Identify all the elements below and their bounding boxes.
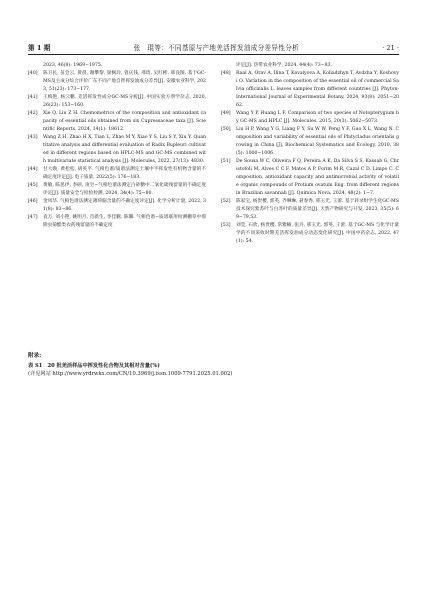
reference-number: [41] <box>28 95 38 100</box>
reference-item <box>221 70 399 110</box>
reference-text: Raal A, Orav A, Ilina T, Kovalyova A, Koliadzhyn T, Avdzha Y, Koshovyi O. Variation in the composition of the essential oil of commercial Salvia officinalis L. leaves samples from different countries [J]. Phyton-International Journal of Experimental Botany, 2024, 93(8): 2051−2062. <box>236 71 399 108</box>
issue-label: 第 1 期 <box>28 44 51 53</box>
reference-item <box>28 110 206 134</box>
reference-number: [43] <box>28 135 38 140</box>
reference-item <box>221 62 399 70</box>
reference-text: 王梅艳, 杨云鹏. 羌活挥发性成分GC-MS分析[J]. 中国实验方剂学杂志, 2020, 26(23): 153−160. <box>43 95 206 108</box>
reference-number: [44] <box>28 167 38 172</box>
page-number: · 21 · <box>382 44 399 53</box>
reference-text: 金凤华. 气相色谱法测定薄荷脑含量的不确定度评定[J]. 化学分析计量, 2022, 31(8): 83−86. <box>43 199 206 212</box>
reference-number: [50] <box>221 127 231 132</box>
references-left-column <box>28 62 206 246</box>
appendix-heading: 附录: <box>28 353 42 359</box>
reference-number: [47] <box>28 215 38 220</box>
reference-text: 陈家宝, 杨贵樱, 郭英, 齐琳琳, 聂春秀, 邢玉光, 王蕾. 基于转录组学生化GC-MS技术探究紫苏叶与白苏叶的质量差异[J]. 天然产物研究与开发, 2023, 35(5): 69−79,53. <box>236 199 399 220</box>
references-right-column <box>221 62 399 246</box>
reference-text: Wang Y P, Huang L F. Comparison of two species of Notopterygium by GC-MS and HPLC [J]. Molecules, 2015, 20(3): 5062−5073. <box>236 111 399 124</box>
appendix-section <box>28 352 399 379</box>
reference-item <box>221 198 399 222</box>
reference-item <box>28 198 206 214</box>
reference-item <box>28 94 206 110</box>
reference-number: [42] <box>28 111 38 116</box>
reference-number: [40] <box>28 71 38 76</box>
reference-item <box>28 70 206 94</box>
reference-item <box>28 62 206 70</box>
reference-text: 刘莹, 石欣, 杨贵樱, 常雅楠, 张丹, 邢玉光, 郭英, 王蕾. 基于GC-MS 与化学计量学的不同采收时期羌活挥发油成分动态变化研究[J]. 中国中药杂志, 2022, 47(1): 54. <box>236 223 399 244</box>
reference-text: 评定[J]. 热带农业科学, 2024, 44(4): 73−83. <box>236 63 332 68</box>
reference-number: [52] <box>221 199 231 204</box>
appendix-link[interactable]: (详见网站 http://www.yrdrwkx.com/CN/10.3969/j.issn.1009-7791.2025.01.002) <box>28 371 233 378</box>
reference-text: 2023, 46(8): 1969−1975. <box>43 63 103 68</box>
reference-number: [51] <box>221 159 231 164</box>
reference-item <box>28 214 206 230</box>
reference-text: Xie Q, Liu Z H. Chemometrics of the composition and antioxidant capacity of essential oils obtained from six Cupressaceae taxa [J]. Scientific Reports, 2024, 14(1): 18612. <box>43 111 206 132</box>
appendix-table-title: 表 S1 20 批羌活样品中挥发性化合物及其相对含量(%) <box>28 362 160 369</box>
running-title: 张 琨等：不同基原与产地羌活挥发油成分差异性分析 <box>133 44 300 53</box>
header-rule <box>28 54 399 55</box>
reference-number: [48] <box>221 71 231 76</box>
reference-text: Liu H P, Wang Y G, Liang F Y, Su W W, Peng Y F, Guo X L, Wang N. Composition and variability of essential oils of Platycladus orientalis growing in China [J]. Biochemical Systematics and Ecology, 2010, 38(5): 1000−1006. <box>236 127 399 156</box>
reference-item <box>221 158 399 198</box>
reference-item <box>28 134 206 166</box>
reference-number: [53] <box>221 223 231 228</box>
reference-item <box>221 110 399 126</box>
reference-item <box>221 222 399 246</box>
reference-text: 袁万, 刘小艳, 姚明月, 肖新生, 李佳鹏, 陈馨. 气相色谱−质谱联用检测棚草中那除虫菊酯类农药残留量的不确定度 <box>43 215 206 228</box>
reference-number: [49] <box>221 111 231 116</box>
reference-item <box>221 126 399 158</box>
reference-number: [46] <box>28 199 38 204</box>
references-section <box>28 62 399 246</box>
reference-text: 黄敏, 陈思伊, 李硕, 顶空−气相色谱法测定白砂糖中二氧化硫残留量的不确定度评定[J]. 质量安全与检验检测, 2024, 34(4): 75−80. <box>43 183 206 196</box>
reference-text: De Sousa W C, Oliveira F Q, Pereira A K, Da Silva S S, Kassab G, Christofoli M, Alves C C F, Matos A P, Forim M R, Cazal C D, Limpo C. Composition, antioxidant capacity and antimicrobial activity of volatile organic compounds of Protium ovatum Eng. from different regions in Brazilian savannah [J]. Quimica Nova, 2024, 48(2): 1−7. <box>236 159 399 196</box>
page-header <box>28 40 399 52</box>
reference-text: Wang Z H, Zhao H X, Tian L, Zhao M Y, Xiao Y S, Liu S Y, Xiu Y. Quantitative analysis and differential evaluation of Radix Bupleuri cultivated in different regions based on HPLC-MS and GC-MS combined with multivariate statistical analysis [J]. Molecules, 2022, 27(13): 4830. <box>43 135 206 164</box>
reference-text: 陈卫民, 苗会云, 黄晨, 谢攀黎, 梁枫玲, 曾庆钱, 邢琦, 吴红彬, 邢良图. 基于GC-MS及主成分综合评价广东不同产地自智挥发油成分差异[J]. 安徽农业科学, 2023, 51(23): 173−177. <box>43 71 206 92</box>
reference-number: [45] <box>28 183 38 188</box>
reference-text: 甘大焕, 黄松松, 胡英平. 气相色谱/质谱法测定土壤中半挥发性有机物含量的不确定度评定[J]. 电子质量, 2022(5): 176−183. <box>43 167 206 180</box>
reference-item <box>28 182 206 198</box>
reference-item <box>28 166 206 182</box>
